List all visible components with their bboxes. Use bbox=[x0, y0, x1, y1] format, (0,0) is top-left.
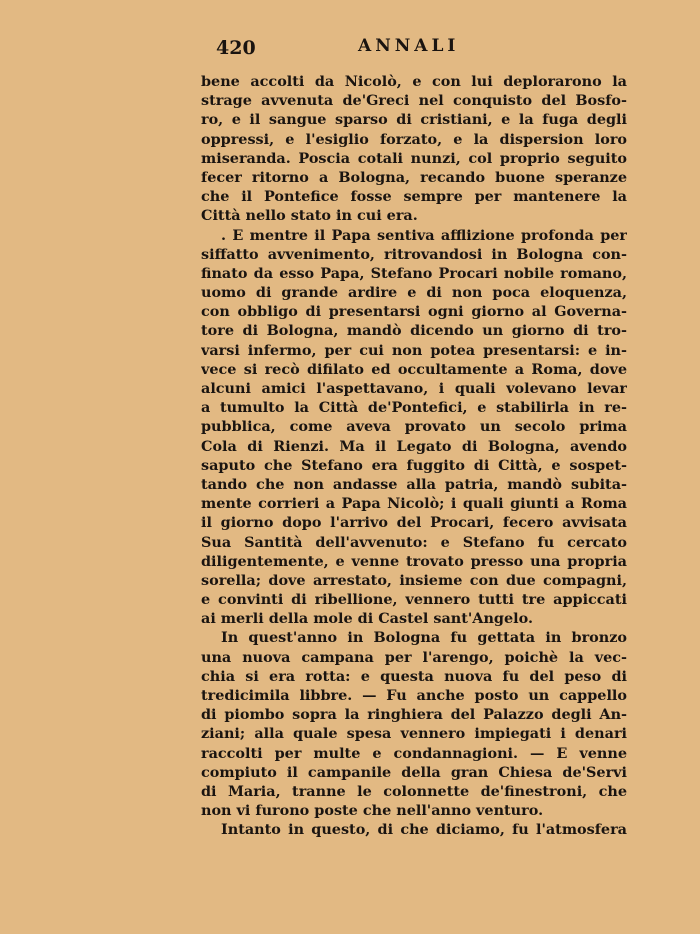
text-line: diligentemente, e venne trovato presso una propria bbox=[201, 552, 627, 570]
text-line: non vi furono poste che nell'anno venturo. bbox=[201, 802, 544, 820]
text-line: oppressi, e l'esiglio forzato, e la dispersion loro bbox=[201, 130, 627, 148]
text-line: una nuova campana per l'arengo, poichè la vec- bbox=[201, 648, 627, 666]
running-title: ANNALI bbox=[358, 36, 460, 56]
text-line: il giorno dopo l'arrivo del Procari, fecero avvisata bbox=[201, 514, 627, 532]
text-line: siffatto avvenimento, ritrovandosi in Bologna con- bbox=[201, 245, 627, 263]
text-line: di Maria, tranne le colonnette de'finestroni, che bbox=[201, 782, 627, 800]
text-line: che il Pontefice fosse sempre per mantenere la bbox=[201, 188, 627, 206]
text-line: tore di Bologna, mandò dicendo un giorno di tro- bbox=[201, 322, 627, 340]
text-line: pubblica, come aveva provato un secolo prima bbox=[201, 418, 627, 436]
text-line: tredicimila libbre. — Fu anche posto un cappello bbox=[201, 687, 627, 704]
text-line: tando che non andasse alla patria, mandò subita- bbox=[201, 475, 627, 493]
text-line: Cola di Rienzi. Ma il Legato di Bologna, avendo bbox=[201, 437, 627, 455]
text-line: strage avvenuta de'Greci nel conquisto del Bosfo- bbox=[201, 92, 627, 110]
text-line: miseranda. Poscia cotali nunzi, col proprio seguito bbox=[201, 149, 627, 167]
text-line: compiuto il campanile della gran Chiesa de'Servi bbox=[201, 763, 627, 781]
text-line: e convinti di ribellione, vennero tutti tre appiccati bbox=[201, 591, 627, 609]
text-line: Città nello stato in cui era. bbox=[201, 207, 418, 225]
text-line: chia si era rotta: e questa nuova fu del peso di bbox=[201, 667, 627, 685]
text-line: raccolti per multe e condannagioni. — E venne bbox=[201, 744, 627, 762]
text-line: vece si recò difilato ed occultamente a Roma, dove bbox=[201, 360, 627, 378]
text-line: Sua Santità dell'avvenuto: e Stefano fu cercato bbox=[201, 533, 627, 551]
text-line: Intanto in questo, di che diciamo, fu l'atmosfera bbox=[221, 821, 627, 839]
text-line: alcuni amici l'aspettavano, i quali volevano levar bbox=[201, 380, 627, 397]
text-line: ro, e il sangue sparso di cristiani, e la fuga degli bbox=[201, 111, 627, 129]
text-line: finato da esso Papa, Stefano Procari nobile romano, bbox=[201, 264, 627, 282]
text-line: di piombo sopra la ringhiera del Palazzo degli An- bbox=[201, 706, 627, 724]
text-line: uomo di grande ardire e di non poca eloquenza, bbox=[201, 284, 627, 302]
text-line: sorella; dove arrestato, insieme con due compagni, bbox=[201, 571, 627, 589]
text-line: ziani; alla quale spesa vennero impiegati i denari bbox=[201, 725, 627, 743]
page-number: 420 bbox=[216, 37, 256, 59]
text-line: con obbligo di presentarsi ogni giorno al Governa- bbox=[201, 303, 627, 321]
text-line: fecer ritorno a Bologna, recando buone speranze bbox=[201, 168, 627, 186]
text-line: saputo che Stefano era fuggito di Città, e sospet- bbox=[201, 456, 627, 474]
text-line: In quest'anno in Bologna fu gettata in bronzo bbox=[221, 629, 627, 647]
text-line: bene accolti da Nicolò, e con lui deplorarono la bbox=[201, 73, 627, 90]
text-line: mente corrieri a Papa Nicolò; i quali giunti a Roma bbox=[201, 495, 627, 513]
text-line: . E mentre il Papa sentiva afflizione profonda per bbox=[221, 226, 627, 244]
text-line: varsi infermo, per cui non potea presentarsi: e in- bbox=[201, 341, 627, 359]
body-text bbox=[201, 72, 627, 840]
text-line: ai merli della mole di Castel sant'Angelo. bbox=[201, 610, 533, 628]
text-line: a tumulto la Città de'Pontefici, e stabilirla in re- bbox=[201, 399, 627, 417]
